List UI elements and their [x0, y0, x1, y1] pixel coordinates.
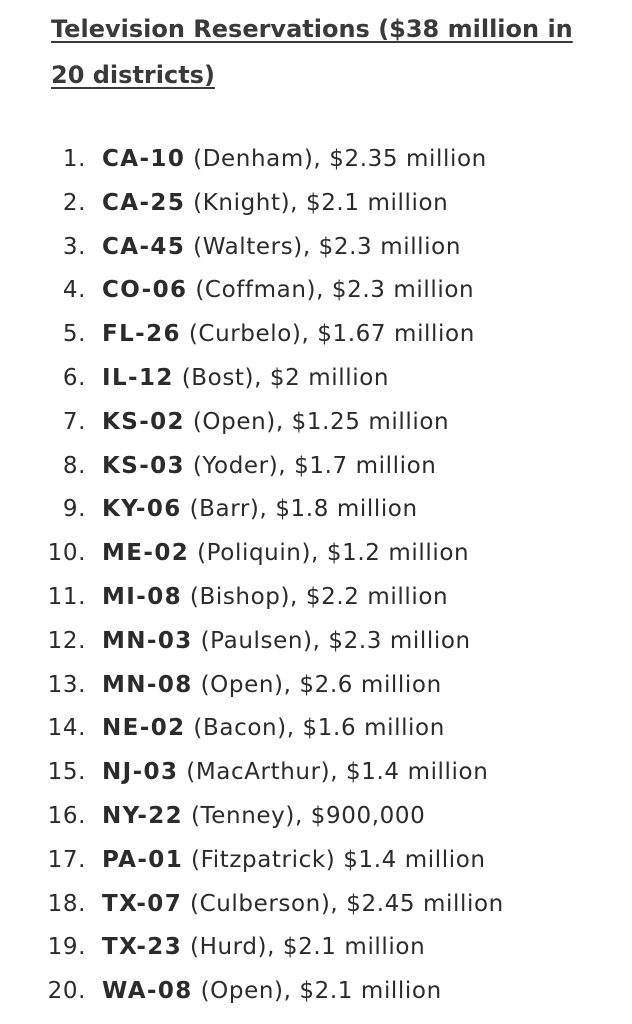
- district-code: KS-03: [102, 452, 185, 479]
- item-details: (Bost), $2 million: [173, 364, 390, 391]
- item-details: (Curbelo), $1.67 million: [180, 321, 475, 348]
- item-number: 16.: [47, 802, 86, 829]
- district-code: FL-26: [102, 321, 181, 348]
- list-item: [0, 576, 632, 620]
- district-code: MN-08: [102, 671, 193, 698]
- list-item: [0, 313, 632, 357]
- list-item: [0, 664, 632, 708]
- item-details: (Open), $1.25 million: [184, 408, 450, 435]
- item-details: (Yoder), $1.7 million: [184, 452, 437, 479]
- district-list: [0, 138, 632, 1014]
- district-code: NE-02: [102, 715, 186, 742]
- item-number: 17.: [47, 846, 86, 873]
- item-details: (Paulsen), $2.3 million: [192, 627, 471, 654]
- item-details: (Denham), $2.35 million: [185, 146, 487, 172]
- item-number: 7.: [62, 408, 86, 435]
- district-code: CA-25: [102, 189, 186, 216]
- district-code: CA-45: [102, 233, 186, 260]
- district-code: NJ-03: [102, 759, 179, 786]
- list-item: [0, 883, 632, 927]
- item-details: (Barr), $1.8 million: [181, 496, 418, 523]
- item-number: 5.: [62, 321, 86, 348]
- district-code: MI-08: [102, 583, 182, 610]
- heading-link[interactable]: Television Reservations ($38 million in 20 districts): [51, 15, 573, 89]
- list-item: [0, 926, 632, 970]
- item-details: (Tenney), $900,000: [183, 802, 426, 829]
- district-code: CO-06: [102, 277, 188, 304]
- list-item: [0, 445, 632, 489]
- district-code: TX-23: [102, 934, 183, 961]
- item-details: (Poliquin), $1.2 million: [189, 540, 470, 567]
- item-details: (Bacon), $1.6 million: [185, 715, 445, 742]
- district-code: PA-01: [102, 846, 184, 873]
- item-number: 14.: [47, 715, 86, 742]
- item-number: 18.: [47, 890, 86, 917]
- district-code: WA-08: [102, 978, 193, 1005]
- item-number: 1.: [62, 146, 86, 172]
- item-number: 20.: [47, 978, 86, 1005]
- list-item: [0, 751, 632, 795]
- item-number: 10.: [47, 540, 86, 567]
- district-code: CA-10: [102, 146, 186, 172]
- item-details: (MacArthur), $1.4 million: [178, 759, 489, 786]
- district-code: KY-06: [102, 496, 182, 523]
- item-details: (Knight), $2.1 million: [185, 189, 449, 216]
- district-code: ME-02: [102, 540, 190, 567]
- item-number: 19.: [47, 934, 86, 961]
- district-code: MN-03: [102, 627, 193, 654]
- list-item: [0, 488, 632, 532]
- list-item: [0, 532, 632, 576]
- list-item: [0, 357, 632, 401]
- item-details: (Open), $2.1 million: [192, 978, 442, 1005]
- item-number: 8.: [62, 452, 86, 479]
- item-number: 13.: [47, 671, 86, 698]
- item-number: 3.: [62, 233, 86, 260]
- item-number: 12.: [47, 627, 86, 654]
- item-number: 15.: [47, 759, 86, 786]
- item-details: (Culberson), $2.45 million: [182, 890, 504, 917]
- item-details: (Hurd), $2.1 million: [182, 934, 426, 961]
- item-number: 4.: [62, 277, 86, 304]
- item-details: (Open), $2.6 million: [192, 671, 442, 698]
- list-item: [0, 138, 632, 182]
- list-item: [0, 401, 632, 445]
- list-item: [0, 707, 632, 751]
- district-code: NY-22: [102, 802, 184, 829]
- list-item: [0, 269, 632, 313]
- list-item: [0, 226, 632, 270]
- item-details: (Bishop), $2.2 million: [182, 583, 449, 610]
- item-number: 2.: [62, 189, 86, 216]
- list-item: [0, 620, 632, 664]
- item-details: (Fitzpatrick) $1.4 million: [183, 846, 486, 873]
- item-number: 9.: [62, 496, 86, 523]
- item-number: 6.: [62, 364, 86, 391]
- list-item: [0, 970, 632, 1014]
- list-item: [0, 182, 632, 226]
- district-code: KS-02: [102, 408, 185, 435]
- district-code: IL-12: [102, 364, 174, 391]
- list-item: [0, 839, 632, 883]
- item-details: (Coffman), $2.3 million: [187, 277, 475, 304]
- list-item: [0, 795, 632, 839]
- item-details: (Walters), $2.3 million: [185, 233, 462, 260]
- district-code: TX-07: [102, 890, 183, 917]
- item-number: 11.: [47, 583, 86, 610]
